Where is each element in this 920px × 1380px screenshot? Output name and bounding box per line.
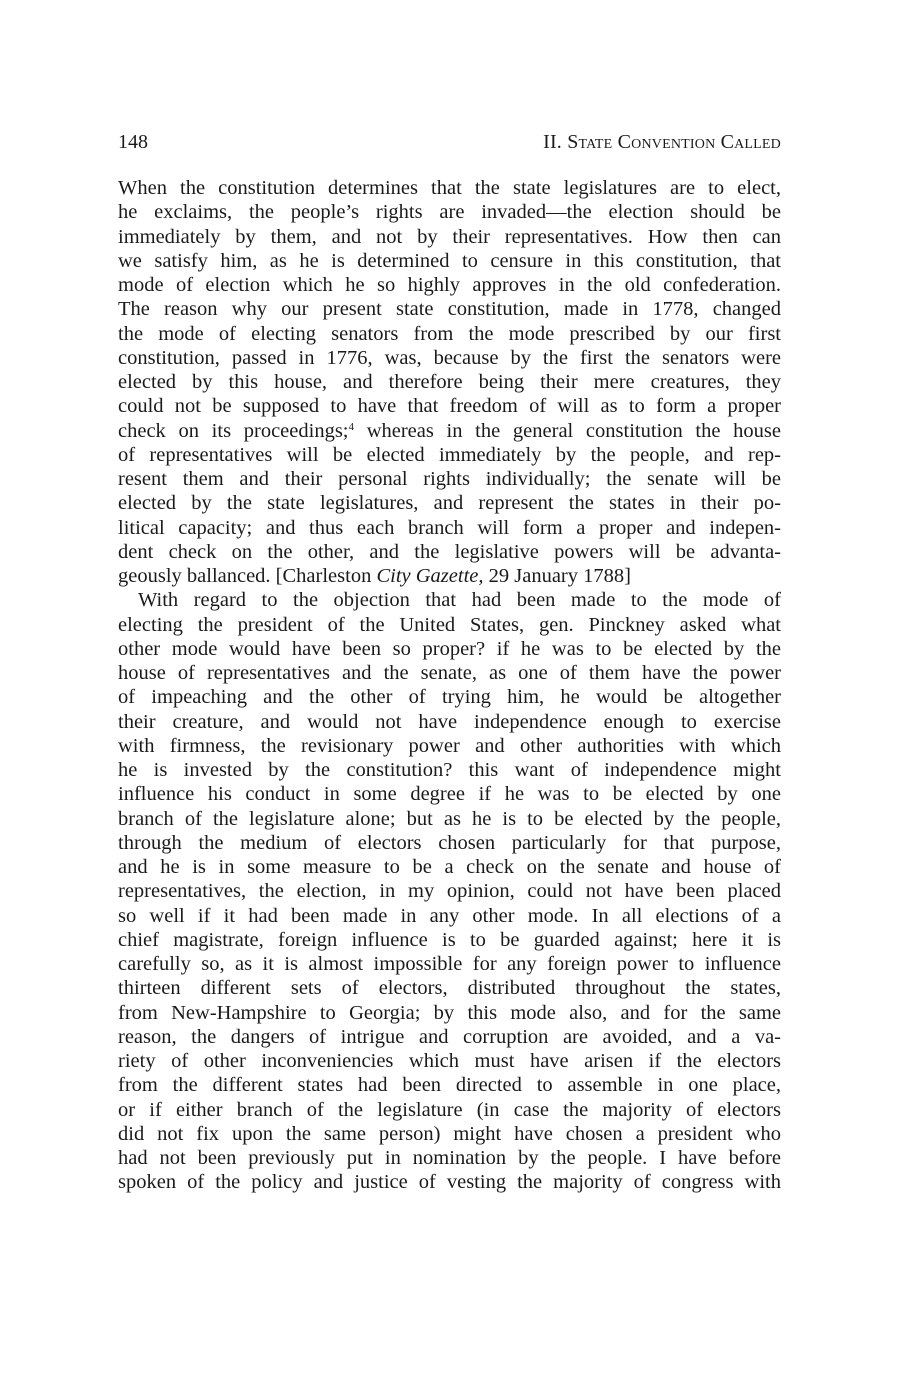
text-line: so well if it had been made in any other mode. In all elections of a (118, 904, 781, 927)
text-segment: geously ballanced. [Charleston (118, 565, 377, 587)
text-line: and he is in some measure to be a check on the senate and house of (118, 856, 781, 878)
text-line (118, 564, 781, 588)
text-line: elected by the state legislatures, and represent the states in their po- (118, 492, 781, 515)
text-line: constitution, passed in 1776, was, because by the first the senators were (118, 346, 781, 369)
text-line: When the constitution determines that the state legislatures are to elect, (118, 177, 781, 199)
text-line: he exclaims, the people’s rights are invaded—the election should be (118, 201, 781, 224)
text-line: elected by this house, and therefore being their mere creatures, they (118, 371, 781, 393)
newspaper-title: City Gazette, (376, 565, 484, 587)
text-line (118, 419, 781, 443)
text-segment: whereas in the general constitution the house (354, 419, 781, 442)
text-line: carefully so, as it is almost impossible for any foreign power to influence (118, 953, 781, 975)
paragraph-1 (118, 176, 781, 588)
text-line: their creature, and would not have independence enough to exercise (118, 710, 781, 733)
text-line: he is invested by the constitution? this want of independence might (118, 759, 781, 781)
body-text (118, 176, 781, 1195)
text-line: immediately by them, and not by their representatives. How then can (118, 225, 781, 248)
text-line: reason, the dangers of intrigue and corruption are avoided, and a va- (118, 1025, 781, 1048)
text-line: dent check on the other, and the legislative powers will be advanta- (118, 540, 781, 563)
text-line: of impeaching and the other of trying him, he would be altogether (118, 686, 781, 709)
text-line: representatives, the election, in my opinion, could not have been placed (118, 880, 781, 903)
text-line: chief magistrate, foreign influence is to be guarded against; here it is (118, 928, 781, 951)
text-line: with firmness, the revisionary power and other authorities with which (118, 734, 781, 757)
footnote-reference[interactable]: 4 (348, 420, 354, 433)
text-line: thirteen different sets of electors, distributed throughout the states, (118, 977, 781, 1000)
page-number: 148 (118, 131, 148, 153)
text-line: from the different states had been directed to assemble in one place, (118, 1074, 781, 1097)
text-line: With regard to the objection that had been made to the mode of (138, 589, 781, 612)
text-line: spoken of the policy and justice of vesting the majority of congress with (118, 1171, 781, 1194)
text-line: we satisfy him, as he is determined to censure in this constitution, that (118, 249, 781, 272)
text-line: or if either branch of the legislature (in case the majority of electors (118, 1098, 781, 1121)
text-line: electing the president of the United States, gen. Pinckney asked what (118, 613, 781, 636)
text-line: house of representatives and the senate, as one of them have the power (118, 662, 781, 684)
text-line: riety of other inconveniencies which must have arisen if the electors (118, 1050, 781, 1072)
text-line: resent them and their personal rights individually; the senate will be (118, 468, 781, 490)
text-line: branch of the legislature alone; but as he is to be elected by the people, (118, 807, 781, 830)
text-line: did not fix upon the same person) might have chosen a president who (118, 1122, 781, 1145)
running-head: II. State Convention Called (543, 131, 781, 153)
text-line: influence his conduct in some degree if he was to be elected by one (118, 783, 781, 806)
text-line: The reason why our present state constitution, made in 1778, changed (118, 298, 781, 321)
text-line: litical capacity; and thus each branch will form a proper and indepen- (118, 516, 781, 539)
page-header (118, 128, 781, 156)
text-line: the mode of electing senators from the mode prescribed by our first (118, 322, 781, 345)
text-line: could not be supposed to have that freedom of will as to form a proper (118, 395, 781, 418)
paragraph-2 (118, 588, 781, 1194)
text-line: from New-Hampshire to Georgia; by this mode also, and for the same (118, 1001, 781, 1024)
text-line: of representatives will be elected immediately by the people, and rep- (118, 443, 781, 466)
text-line: other mode would have been so proper? if he was to be elected by the (118, 637, 781, 660)
text-line: through the medium of electors chosen particularly for that purpose, (118, 831, 781, 854)
text-line: had not been previously put in nomination by the people. I have before (118, 1147, 781, 1169)
text-segment: 29 January 1788] (483, 565, 631, 587)
text-line: mode of election which he so highly approves in the old confederation. (118, 274, 781, 296)
text-segment: check on its proceedings; (118, 419, 349, 442)
